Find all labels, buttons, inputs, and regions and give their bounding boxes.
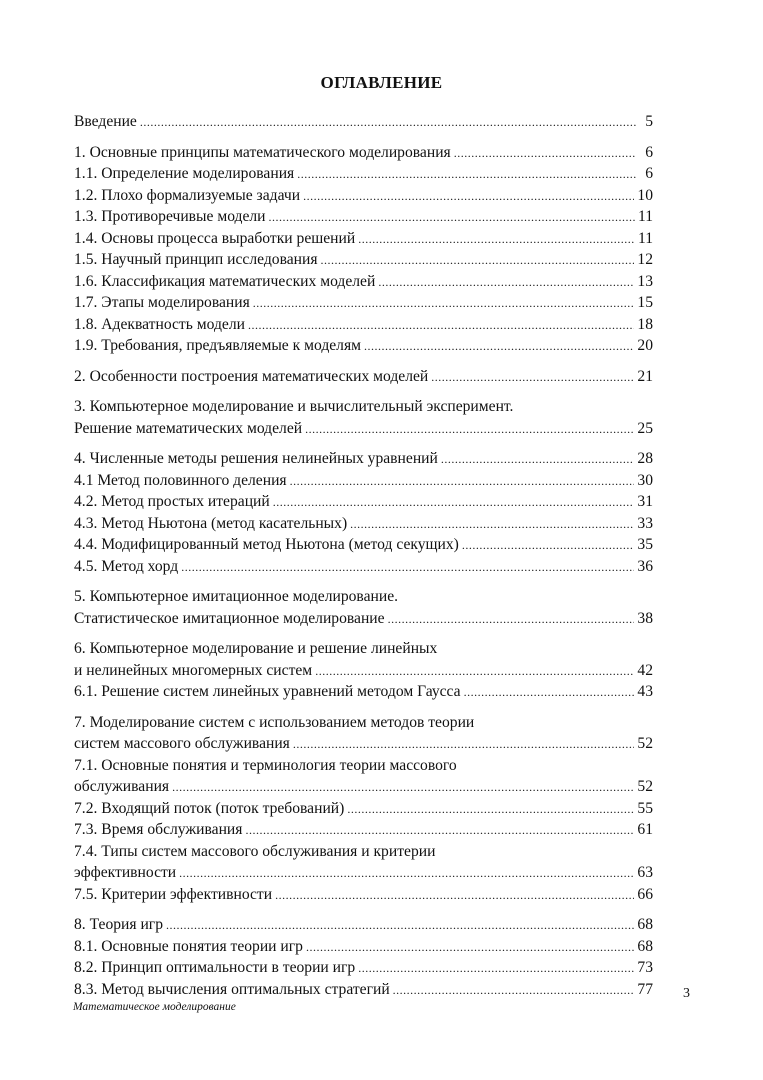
toc-entry-title: 1. Основные принципы математического моделирования (74, 143, 451, 161)
toc-entry-title: систем массового обслуживания (74, 735, 290, 752)
toc-entry[interactable] (74, 206, 653, 228)
toc-entry-page: 11 (637, 208, 653, 225)
dot-leader (378, 272, 634, 294)
dot-leader (172, 777, 634, 799)
toc-entry[interactable] (74, 776, 653, 798)
toc-entry-title: 7.3. Время обслуживания (74, 821, 243, 838)
dot-leader (358, 229, 635, 251)
dot-leader (441, 449, 635, 471)
toc-entry-title: и нелинейных многомерных систем (74, 661, 313, 679)
page-number: 3 (683, 986, 690, 1001)
toc-entry-page: 52 (637, 778, 653, 795)
dot-leader (305, 419, 634, 441)
toc-entry-title: 6.1. Решение систем линейных уравнений методом Гаусса (74, 683, 461, 700)
toc-entry-title: обслуживания (74, 778, 170, 795)
toc-entry[interactable] (74, 862, 653, 884)
toc-entry-page: 6 (645, 165, 653, 182)
dot-leader (293, 734, 635, 756)
toc-entry-title: 1.1. Определение моделирования (74, 165, 295, 182)
table-of-contents (74, 111, 653, 1009)
dot-leader (364, 336, 634, 358)
toc-entry[interactable] (74, 819, 653, 841)
toc-entry-title: 1.8. Адекватность модели (74, 315, 245, 333)
toc-entry-title: Решение математических моделей (74, 419, 303, 437)
dot-leader (248, 315, 634, 337)
toc-entry-title: 1.4. Основы процесса выработки решений (74, 229, 356, 247)
toc-entry-title: 1.9. Требования, предъявляемые к моделям (74, 337, 361, 354)
toc-entry-page: 38 (637, 609, 653, 627)
toc-entry[interactable] (74, 271, 653, 293)
toc-section (74, 914, 653, 1000)
toc-entry-title: 7.2. Входящий поток (поток требований) (74, 799, 345, 817)
toc-entry-page: 73 (637, 959, 653, 976)
dot-leader (315, 661, 634, 683)
toc-entry-page: 42 (637, 661, 653, 679)
toc-entry[interactable] (74, 249, 653, 271)
toc-entry-title: 7.5. Критерии эффективности (74, 885, 273, 903)
toc-entry-title: 2. Особенности построения математических моделей (74, 367, 429, 385)
toc-entry[interactable] (74, 914, 653, 936)
dot-leader (275, 885, 634, 907)
toc-entry[interactable] (74, 979, 653, 1001)
dot-leader (464, 682, 635, 704)
toc-entry-title: 4.4. Модифицированный метод Ньютона (метод секущих) (74, 536, 459, 553)
dot-leader (393, 980, 635, 1002)
toc-entry-page: 77 (637, 980, 653, 998)
toc-entry[interactable] (74, 733, 653, 755)
dot-leader (179, 863, 634, 885)
toc-section (74, 712, 653, 906)
dot-leader (454, 143, 636, 165)
toc-entry[interactable] (74, 798, 653, 820)
toc-entry[interactable] (74, 335, 653, 357)
toc-entry[interactable] (74, 142, 653, 164)
toc-entry[interactable] (74, 957, 653, 979)
toc-entry-title: 1.7. Этапы моделирования (74, 294, 250, 311)
toc-entry-page: 18 (637, 315, 653, 333)
toc-entry-title: 1.2. Плохо формализуемые задачи (74, 186, 301, 204)
toc-entry-page: 68 (637, 916, 653, 933)
toc-section (74, 396, 653, 439)
toc-entry[interactable] (74, 884, 653, 906)
dot-leader (245, 820, 634, 842)
toc-entry-title-line: 7.4. Типы систем массового обслуживания и критерии (74, 842, 436, 860)
toc-entry-page: 66 (637, 885, 653, 903)
toc-entry-title: 8.2. Принцип оптимальности в теории игр (74, 959, 356, 976)
page-title: ОГЛАВЛЕНИЕ (320, 73, 443, 92)
dot-leader (358, 958, 634, 980)
dot-leader (431, 367, 634, 389)
toc-entry-title-line: 6. Компьютерное моделирование и решение линейных (74, 640, 438, 657)
toc-entry-title: 4. Численные методы решения нелинейных уравнений (74, 450, 438, 467)
toc-entry-page: 10 (637, 186, 653, 204)
toc-entry-title: 1.3. Противоречивые модели (74, 208, 266, 225)
toc-entry[interactable] (74, 185, 653, 207)
toc-entry[interactable] (74, 366, 653, 388)
toc-entry-title-line: 3. Компьютерное моделирование и вычислительный эксперимент. (74, 398, 514, 415)
dot-leader (350, 514, 634, 536)
toc-entry[interactable] (74, 418, 653, 440)
toc-entry[interactable] (74, 534, 653, 556)
toc-entry-page: 31 (637, 493, 653, 510)
toc-entry-page: 63 (637, 864, 653, 881)
toc-entry-page: 12 (637, 251, 653, 268)
dot-leader (462, 535, 635, 557)
toc-section (74, 111, 653, 133)
toc-entry[interactable] (74, 448, 653, 470)
toc-entry[interactable] (74, 228, 653, 250)
toc-entry-page: 52 (637, 735, 653, 752)
toc-entry-page: 13 (637, 272, 653, 290)
toc-entry-page: 11 (637, 229, 653, 247)
toc-entry-title: эффективности (74, 864, 177, 881)
dot-leader (181, 557, 634, 579)
toc-entry-page: 55 (637, 799, 653, 817)
toc-entry-page: 43 (637, 683, 653, 700)
toc-entry-page: 15 (637, 294, 653, 311)
toc-entry[interactable] (74, 491, 653, 513)
dot-leader (253, 293, 635, 315)
toc-entry-title: 8.3. Метод вычисления оптимальных стратегий (74, 980, 390, 998)
toc-entry-page: 61 (637, 821, 653, 838)
toc-entry-title: 4.3. Метод Ньютона (метод касательных) (74, 514, 348, 532)
toc-entry-page: 36 (637, 557, 653, 575)
toc-section (74, 586, 653, 629)
toc-entry[interactable] (74, 470, 653, 492)
dot-leader (297, 164, 636, 186)
toc-entry-page: 25 (637, 419, 653, 437)
toc-section (74, 638, 653, 703)
toc-section (74, 142, 653, 357)
toc-entry-page: 20 (637, 337, 653, 354)
dot-leader (306, 937, 634, 959)
toc-entry[interactable] (74, 608, 653, 630)
toc-entry[interactable] (74, 681, 653, 703)
toc-entry[interactable] (74, 513, 653, 535)
dot-leader (347, 799, 634, 821)
dot-leader (140, 112, 636, 134)
toc-section (74, 366, 653, 388)
toc-entry[interactable] (74, 660, 653, 682)
dot-leader (166, 915, 634, 937)
dot-leader (303, 186, 634, 208)
toc-entry-title: 1.5. Научный принцип исследования (74, 251, 318, 268)
toc-entry[interactable] (74, 314, 653, 336)
dot-leader (321, 250, 635, 272)
dot-leader (388, 609, 635, 631)
toc-entry-page: 30 (637, 471, 653, 489)
toc-entry[interactable] (74, 936, 653, 958)
running-footer: Математическое моделирование (73, 1001, 236, 1013)
toc-entry-title: 8.1. Основные понятия теории игр (74, 937, 303, 955)
toc-entry-title: 4.5. Метод хорд (74, 557, 179, 575)
toc-entry[interactable] (74, 292, 653, 314)
toc-entry-page: 68 (637, 937, 653, 955)
dot-leader (273, 492, 635, 514)
toc-section (74, 448, 653, 577)
toc-entry-title: 4.2. Метод простых итераций (74, 493, 270, 510)
toc-entry-title-line: 7.1. Основные понятия и терминология теории массового (74, 756, 457, 774)
toc-entry-page: 21 (637, 367, 653, 385)
toc-entry-title: Статистическое имитационное моделирование (74, 609, 385, 627)
toc-entry-title: 4.1 Метод половинного деления (74, 471, 287, 489)
toc-entry[interactable] (74, 163, 653, 185)
toc-entry-page: 33 (637, 514, 653, 532)
dot-leader (290, 471, 635, 493)
toc-entry-page: 35 (637, 536, 653, 553)
toc-entry-page: 6 (645, 143, 653, 161)
toc-entry-page: 28 (637, 450, 653, 467)
toc-entry-title-line: 5. Компьютерное имитационное моделирование. (74, 588, 399, 605)
toc-entry-title: 8. Теория игр (74, 916, 163, 933)
toc-entry[interactable] (74, 111, 653, 133)
toc-entry-page: 5 (645, 113, 653, 130)
dot-leader (269, 207, 635, 229)
toc-entry-title-line: 7. Моделирование систем с использованием методов теории (74, 713, 475, 731)
toc-entry[interactable] (74, 556, 653, 578)
toc-entry-title: Введение (74, 113, 137, 130)
toc-entry-title: 1.6. Классификация математических моделей (74, 272, 376, 290)
